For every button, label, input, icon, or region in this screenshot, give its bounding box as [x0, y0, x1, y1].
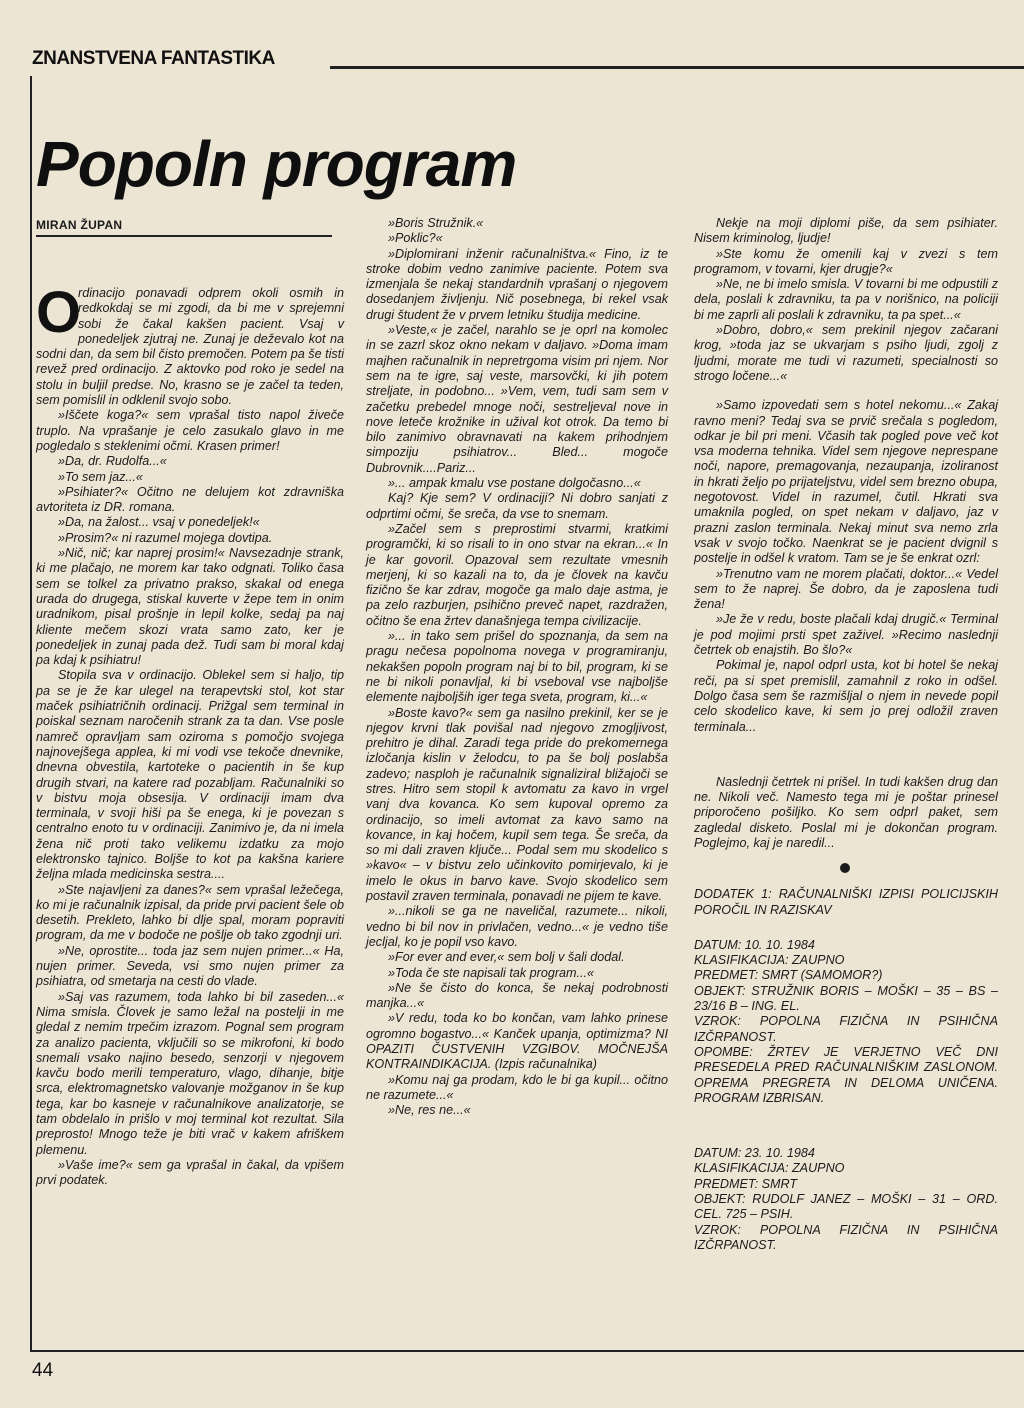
paragraph: »Toda če ste napisali tak program...« — [388, 965, 595, 980]
paragraph: Pokimal je, napol odprl usta, kot bi hotel še nekaj reči, pa si spet premislil, zamahnil z roko in odšel. Dolgo časa sem še razmišljal o njem in nevede popil celo skodelico kave, ki sem jo prej odložil zraven terminala... — [694, 658, 998, 734]
paragraph: »Diplomirani inženir računalništva.« Fino, iz te stroke dobim vedno zanimive paciente. Potem sva izmenjala še nekaj standardnih vprašanj o njegovem dosedanjem življenju. Nič posebnega, bi rekel vsak drugi študent že v prvem letniku študija medicine. — [366, 246, 668, 322]
report-record-1 — [694, 938, 998, 1106]
section-bullet — [840, 863, 850, 873]
paragraph: rdinacijo ponavadi odprem okoli osmih in redkokdaj se mi zgodi, da bi me v sprejemni sobi že čakal kakšen pacient. Vsaj v ponedeljek zjutraj ne. Zunaj je deževalo kot na sodni dan, da sem bil čisto premočen. Potem pa še tisti revež pred ordinacijo. Z aktovko pod roko je sedel na stolu in buljil predse. No, krasno se je začel ta teden, sem pomislil in odklenil svojo sobo. — [36, 286, 344, 408]
paragraph: Stopila sva v ordinacijo. Oblekel sem si haljo, tip pa se je že kar ulegel na terapevtski stol, kot star maček psihiatričnih ordinacij. Prižgal sem terminal in poiskal seznam naročenih strank za ta dan. Vse posle namreč opravljam sam oziroma s pomočjo svojega najnovejšega applea, ki mi vodi vse tekoče dnevnike, dnevna obvestila, kartoteke o pacientih in še kup drugih stvari, na katere rad pozabljam. Računalniki so v bistvu moja obsesija. V ordinaciji imam dva terminala, v svoji hiši pa še enega, ki je povezan s centralno enoto tu v ordinaciji. Zanimivo je, da ni imela žena nič proti tako velikemu izdatku za mojo elektronsko tajnico. Boljše to kot pa kakšna kariere željna mlada medicinska sestra.... — [36, 668, 344, 882]
paragraph: »Ste komu že omenili kaj v zvezi s tem programom, v tovarni, kjer drugje?« — [694, 246, 998, 276]
paragraph: »For ever and ever,« sem bolj v šali dodal. — [388, 950, 625, 965]
paragraph: Nekje na moji diplomi piše, da sem psihiater. Nisem kriminolog, ljudje! — [694, 216, 998, 246]
paragraph: »Dobro, dobro,« sem prekinil njegov začarani krog, »toda jaz se ukvarjam s psiho ljudi, zgolj z ljudmi, morate me tudi vi razumeti, specialnosti so strogo ločene...« — [694, 323, 998, 383]
paragraph: »Vaše ime?« sem ga vprašal in čakal, da vpišem prvi podatek. — [36, 1157, 344, 1188]
paragraph: »Veste,« je začel, narahlo se je oprl na komolec in se zazrl skoz okno nekam v daljavo. »Doma imam majhen računalnik in nepretrgoma visim pri njem. Nor sem na te igre, saj veste, marsovčki, ki jih potem streljate, in podobno... »Vem, vem, tudi sam sem v začetku prebedel mnoge noči, sestreljeval nove in nove leteče krožnike in užival kot otrok. Da temo bi bilo zanimivo obravnavati na kakem prihodnjem simpoziju psihiatrov... Bled... mogoče Dubrovnik....Pariz... — [366, 323, 668, 475]
paragraph: »Nič, nič; kar naprej prosim!« Navsezadnje strank, ki me plačajo, ne morem kar tako odgnati. Toliko časa sem se tolkel za privatno prakso, skakal od enega urada do drugega, stiskal kuverte v žepe tem in onim uradnikom, pisal prošnje in lepil kolke, sedaj pa naj kliente mečem skozi vrata samo zato, ker je ponedeljek in zunaj pada dež. Tudi sam bi moral kdaj pa kdaj k psihiatru! — [36, 546, 344, 668]
paragraph: »Komu naj ga prodam, kdo le bi ga kupil... očitno ne razumete...« — [366, 1072, 668, 1102]
paragraph: »Prosim?« ni razumel mojega dovtipa. — [58, 530, 273, 545]
article-title: Popoln program — [36, 128, 517, 200]
report-line: VZROK: POPOLNA FIZIČNA IN PSIHIČNA IZČRPANOST. — [694, 1014, 998, 1044]
paragraph: »... ampak kmalu vse postane dolgočasno...« — [388, 476, 641, 491]
drop-cap: O — [36, 280, 82, 345]
paragraph: »V redu, toda ko bo končan, vam lahko prinese ogromno bogastvo...« Kanček upanja, optimizma? NI OPAZITI ČUSTVENIH VZGIBOV. MOČNEJŠA KONTRAINDIKACIJA. (Izpis računalnika) — [366, 1011, 668, 1072]
report-line: OBJEKT: RUDOLF JANEZ – MOŠKI – 31 – ORD. CEL. 725 – PSIH. — [694, 1192, 998, 1222]
report-record-2 — [694, 1146, 998, 1253]
article-column-1 — [36, 280, 344, 1189]
page-number: 44 — [32, 1360, 54, 1381]
report-line: PREDMET: SMRT (SAMOMOR?) — [694, 968, 883, 983]
paragraph: »Boste kavo?« sem ga nasilno prekinil, ker se je njegov krvni tlak povišal nad njegovo zmogljivost, prehitro je dihal. Zaradi tega pride do prekomernega izločanja kislin v želodcu, to pa še bolj poslabša zadevo; nasploh je računalnik signaliziral bližajoči se stres. Hitro sem stopil k avtomatu za kavo in vrgel vanj dva kovanca. Ko sem kupoval opremo za ordinacijo, so imeli avtomat za kavo samo na kovance, in kaj hočem, kupil sem tega. Še sreča, da so mi dali zraven ključe... Podal sem mu skodelico s »kavo« – v bistvu zelo učinkovito pomirjevalo, ki je imelo le okus in barvo kave. Svojo skodelico sem postavil zraven terminala, ponavadi ne pijem te kave. — [366, 705, 668, 904]
paragraph: »Ne, res ne...« — [388, 1103, 471, 1118]
section-rule — [330, 66, 1024, 69]
article-column-3 — [694, 216, 998, 1253]
paragraph: »Ne še čisto do konca, še nekaj podrobnosti manjka...« — [366, 980, 668, 1011]
paragraph: »Trenutno vam ne morem plačati, doktor...« Vedel sem to že naprej. Še dobro, da je zaposlena tudi žena! — [694, 566, 998, 612]
paragraph: »Da, dr. Rudolfa...« — [58, 454, 167, 469]
paragraph: »Psihiater?« Očitno ne delujem kot zdravniška avtoriteta iz DR. romana. — [36, 484, 344, 515]
paragraph: »...nikoli se ga ne naveličal, razumete... nikoli, vedno bi bil nov in privlačen, vedno...« je vedno tiše jecljal, ko je popil vso kavo. — [366, 904, 668, 949]
report-line: OBJEKT: STRUŽNIK BORIS – MOŠKI – 35 – BS – 23/16 B – ING. EL. — [694, 983, 998, 1014]
paragraph: »Ne, oprostite... toda jaz sem nujen primer...« Ha, nujen primer. Seveda, vsi smo nujen primer za psihiatra, od smetarja na cesti do vlade. — [36, 943, 344, 989]
paragraph: »To sem jaz...« — [58, 469, 143, 484]
paragraph: Naslednji četrtek ni prišel. In tudi kakšen drug dan ne. Nikoli več. Namesto tega mi je poštar prinesel priporočeno pošiljko. Ko sem odprl paket, sem zagledal disketo. Poslal mi je dokončan program. Poglejmo, kaj je naredil... — [694, 774, 998, 850]
paragraph: »Je že v redu, boste plačali kdaj drugič.« Terminal je pod mojimi prsti spet zaživel. »Recimo naslednji četrtek ob enajstih. Bo šlo?« — [694, 612, 998, 658]
paragraph: »Boris Stružnik.« — [388, 216, 484, 230]
paragraph: »Ste najavljeni za danes?« sem vprašal ležečega, ko mi je računalnik izpisal, da pride prvi pacient šele ob desetih. Prekleto, lahko bi dlje spal, moram popraviti program, da me v bodoče ne pošlje ob tako zgodnji uri. — [36, 882, 344, 943]
paragraph: »Začel sem s preprostimi stvarmi, kratkimi programčki, ki so risali to in ono stvar na ekran...« In je kar govoril. Opazoval sem rezultate vmesnih merjenj, ki so kazali na to, da je človek na kavču fizično še kar zdrav, mogoče ga malo daje astma, je pa zelo razburjen, psihično preveč napet, razdražen, očitno še ena žrtev današnjega tempa civilizacije. — [366, 521, 668, 628]
report-heading: DODATEK 1: RAČUNALNIŠKI IZPISI POLICIJSKIH POROČIL IN RAZISKAV — [694, 887, 998, 917]
paragraph: »Iščete koga?« sem vprašal tisto napol živeče truplo. Na vprašanje je celo zasukalo glavo in me pogledalo s steklenimi očmi. Krasen primer! — [36, 408, 344, 453]
report-line: OPOMBE: ŽRTEV JE VERJETNO VEČ DNI PRESEDELA PRED RAČUNALNIŠKIM ZASLONOM. OPREMA PREGRETA IN DELOMA UNIČENA. PROGRAM IZBRISAN. — [694, 1044, 998, 1105]
paragraph: »Samo izpovedati sem s hotel nekomu...« Zakaj ravno meni? Tedaj sva se prvič srečala s pogledom, odkar je bil pri meni. Včasih tak pogled pove več kot vsa moderna tehnika. Videl sem njegove neprespane noči, napore, premagovanja, nezaupanja, izoliranost in hkrati željo po prijateljstvu, videl sem brezno obupa, negotovost. Videl in razumel, čutil. Hkrati sva umaknila pogled, on spet nekam v daljavo, jaz v prazni zaslon terminala. Nekaj minut sva nemo zrla vsak v svojo točko. Naenkrat se je pacient dvignil s postelje in odšel k vratom. Tam se je še enkrat ozrl: — [694, 398, 998, 566]
paragraph: »Poklic?« — [388, 231, 443, 246]
paragraph: »Da, na žalost... vsaj v ponedeljek!« — [58, 515, 260, 530]
report-line: DATUM: 10. 10. 1984 — [694, 937, 815, 952]
report-line: PREDMET: SMRT — [694, 1176, 798, 1191]
paragraph: »Ne, ne bi imelo smisla. V tovarni bi me odpustili z dela, poslali k zdravniku, ta pa v norišnico, na policiji bi me zaprli ali poslali k zdravniku, ta pa spet...« — [694, 277, 998, 322]
article-column-2 — [366, 216, 668, 1119]
author-byline: MIRAN ŽUPAN — [36, 218, 332, 237]
paragraph: »Saj vas razumem, toda lahko bi bil zaseden...« Nima smisla. Človek je samo ležal na postelji in me gledal z nemim trpečim izrazom. Pognal sem program za analizo pacienta, vključili so se mikrofoni, ki bodo snemali vsako najino besedo, senzorji v njegovem kavču bodo merili temperaturo, vlago, dihanje, bitje srca, elektromagnetsko valovanje možganov in še kup tega, kar bo kasneje v računalnikove analizatorje, se tam obdelalo in prišlo v moj terminal kot rezultat. Sila preprosto! Mnogo teže je biti vrač v kakem afriškem plemenu. — [36, 989, 344, 1157]
paragraph: »... in tako sem prišel do spoznanja, da sem na pragu nečesa popolnoma novega v programiranju, nekakšen popoln program naj bi to bil, program, ki se ne bi nikoli ponavljal, ki bi vseboval vse najboljše elemente najboljših iger tega sveta, program, ki...« — [366, 629, 668, 705]
report-line: VZROK: POPOLNA FIZIČNA IN PSIHIČNA IZČRPANOST. — [694, 1222, 998, 1252]
report-line: KLASIFIKACIJA: ZAUPNO — [694, 1161, 845, 1176]
section-label: ZNANSTVENA FANTASTIKA — [32, 48, 275, 69]
report-line: KLASIFIKACIJA: ZAUPNO — [694, 953, 845, 968]
report-line: DATUM: 23. 10. 1984 — [694, 1146, 815, 1161]
paragraph: Kaj? Kje sem? V ordinaciji? Ni dobro sanjati z odprtimi očmi, še sreča, da vse to snemam. — [366, 491, 668, 521]
